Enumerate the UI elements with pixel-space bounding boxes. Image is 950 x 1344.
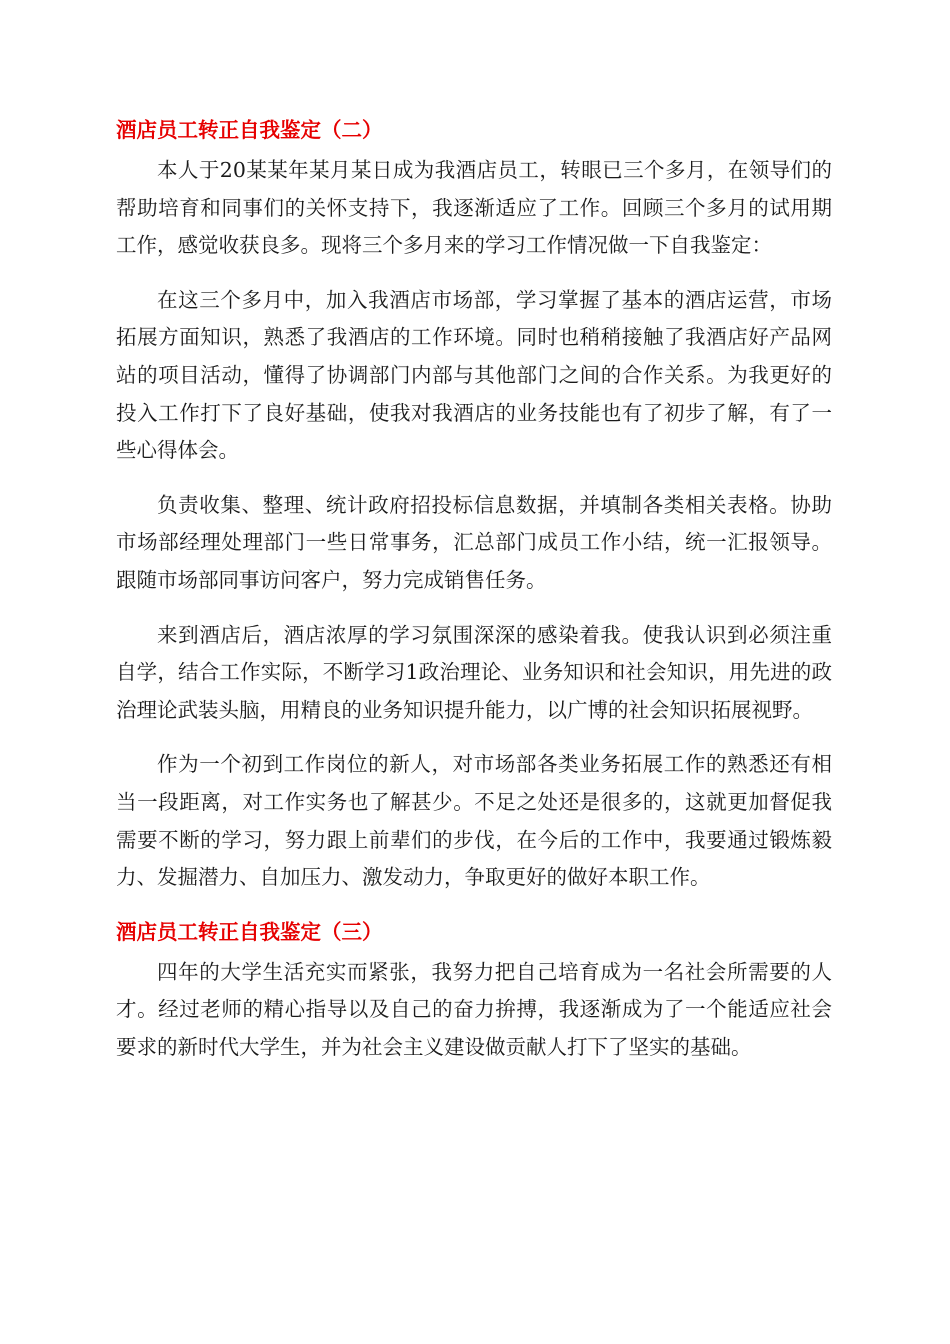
- paragraph: 来到酒店后，酒店浓厚的学习氛围深深的感染着我。使我认识到必须注重自学，结合工作实际，不断学习1政治理论、业务知识和社会知识，用先进的政治理论武装头脑，用精良的业务知识提升能力，以广博的社会知识拓展视野。: [116, 622, 832, 722]
- paragraph: 本人于20某某年某月某日成为我酒店员工，转眼已三个多月，在领导们的帮助培育和同事们的关怀支持下，我逐渐适应了工作。回顾三个多月的试用期工作，感觉收获良多。现将三个多月来的学习工作情况做一下自我鉴定：: [116, 158, 832, 258]
- section-heading-2: 酒店员工转正自我鉴定（二）: [116, 118, 383, 142]
- section-heading-3: 酒店员工转正自我鉴定（三）: [116, 919, 383, 944]
- document-page: [116, 112, 832, 1083]
- paragraph: 在这三个多月中，加入我酒店市场部，学习掌握了基本的酒店运营，市场拓展方面知识，熟悉了我酒店的工作环境。同时也稍稍接触了我酒店好产品网站的项目活动，懂得了协调部门内部与其他部门之间的合作关系。为我更好的投入工作打下了良好基础，使我对我酒店的业务技能也有了初步了解，有了一些心得体会。: [116, 287, 832, 463]
- paragraph: 负责收集、整理、统计政府招投标信息数据，并填制各类相关表格。协助市场部经理处理部门一些日常事务，汇总部门成员工作小结，统一汇报领导。跟随市场部同事访问客户，努力完成销售任务。: [116, 492, 832, 592]
- paragraph: 四年的大学生活充实而紧张，我努力把自己培育成为一名社会所需要的人才。经过老师的精心指导以及自己的奋力拚搏，我逐渐成为了一个能适应社会要求的新时代大学生，并为社会主义建设做贡献人打下了坚实的基础。: [116, 959, 832, 1059]
- paragraph: 作为一个初到工作岗位的新人，对市场部各类业务拓展工作的熟悉还有相当一段距离，对工作实务也了解甚少。不足之处还是很多的，这就更加督促我需要不断的学习，努力跟上前辈们的步伐，在今后的工作中，我要通过锻炼毅力、发掘潜力、自加压力、激发动力，争取更好的做好本职工作。: [116, 752, 832, 890]
